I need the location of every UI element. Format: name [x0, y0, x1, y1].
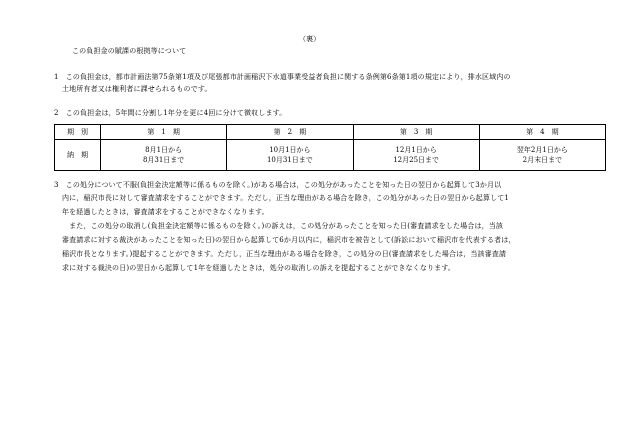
table-payment-row [55, 140, 606, 171]
payment-schedule-table [54, 124, 606, 171]
period-3-dates [353, 140, 479, 171]
period-3-to: 12月25日まで [393, 156, 440, 164]
period-2-to: 10月31日まで [266, 156, 313, 164]
item2-line1: 2 この負担金は，5年間に分割し1年分を更に4回に分けて徴収します。 [54, 109, 287, 117]
section-title: この負担金の賦課の根拠等について [72, 47, 187, 55]
period-header-cell: 期 別 [55, 125, 101, 140]
period-4-label: 第 4 期 [479, 125, 605, 140]
page-heading: （裏） [299, 35, 321, 43]
item3-line1: 3 この処分について不服(負担金決定額等に係るものを除く。)がある場合は，この処分があったことを知った日の翌日から起算して3か月以 [54, 181, 502, 189]
period-4-to: 2月末日まで [522, 156, 563, 164]
item3-line2: 内に，稲沢市長に対して審査請求をすることができます。ただし，正当な理由がある場合を除き，この処分があった日の翌日から起算して1 [62, 194, 509, 202]
period-3-from: 12月1日から [395, 146, 437, 154]
period-1-to: 8月31日まで [142, 156, 185, 164]
table-header-row [55, 125, 606, 140]
period-2-label: 第 2 期 [227, 125, 353, 140]
period-4-from: 翌年2月1日から [516, 146, 568, 154]
item3-line7: 求に対する裁決の日)の翌日から起算して1年を経過したときは，処分の取消しの訴えを提起することができなくなります。 [62, 264, 456, 272]
period-1-from: 8月1日から [145, 146, 183, 154]
item3-line3: 年を経過したときは，審査請求をすることができなくなります。 [62, 208, 269, 216]
item1-line2: 土地所有者又は権利者に課せられるものです。 [62, 85, 212, 93]
period-2-from: 10月1日から [269, 146, 311, 154]
item3-line4: また，この処分の取消し(負担金決定額等に係るものを除く。)の訴えは，この処分があったことを知った日(審査請求をした場合は，当該 [62, 222, 504, 230]
item1-line1: 1 この負担金は，都市計画法第75条第1項及び尾張都市計画稲沢下水道事業受益者負担に関する条例第6条第1項の規定により，排水区域内の [54, 73, 511, 81]
period-2-dates [227, 140, 353, 171]
period-4-dates [479, 140, 605, 171]
item3-line6: 稲沢市長となります。)提起することができます。ただし，正当な理由がある場合を除き，この処分の日(審査請求をした場合は，当該審査請 [62, 250, 507, 258]
period-1-label: 第 1 期 [101, 125, 227, 140]
item3-line5: 審査請求に対する裁決があったことを知った日)の翌日から起算して6か月以内に，稲沢市を被告として(訴訟において稲沢市を代表する者は， [62, 236, 516, 244]
period-3-label: 第 3 期 [353, 125, 479, 140]
payment-label-cell: 納 期 [55, 140, 101, 171]
period-1-dates [101, 140, 227, 171]
